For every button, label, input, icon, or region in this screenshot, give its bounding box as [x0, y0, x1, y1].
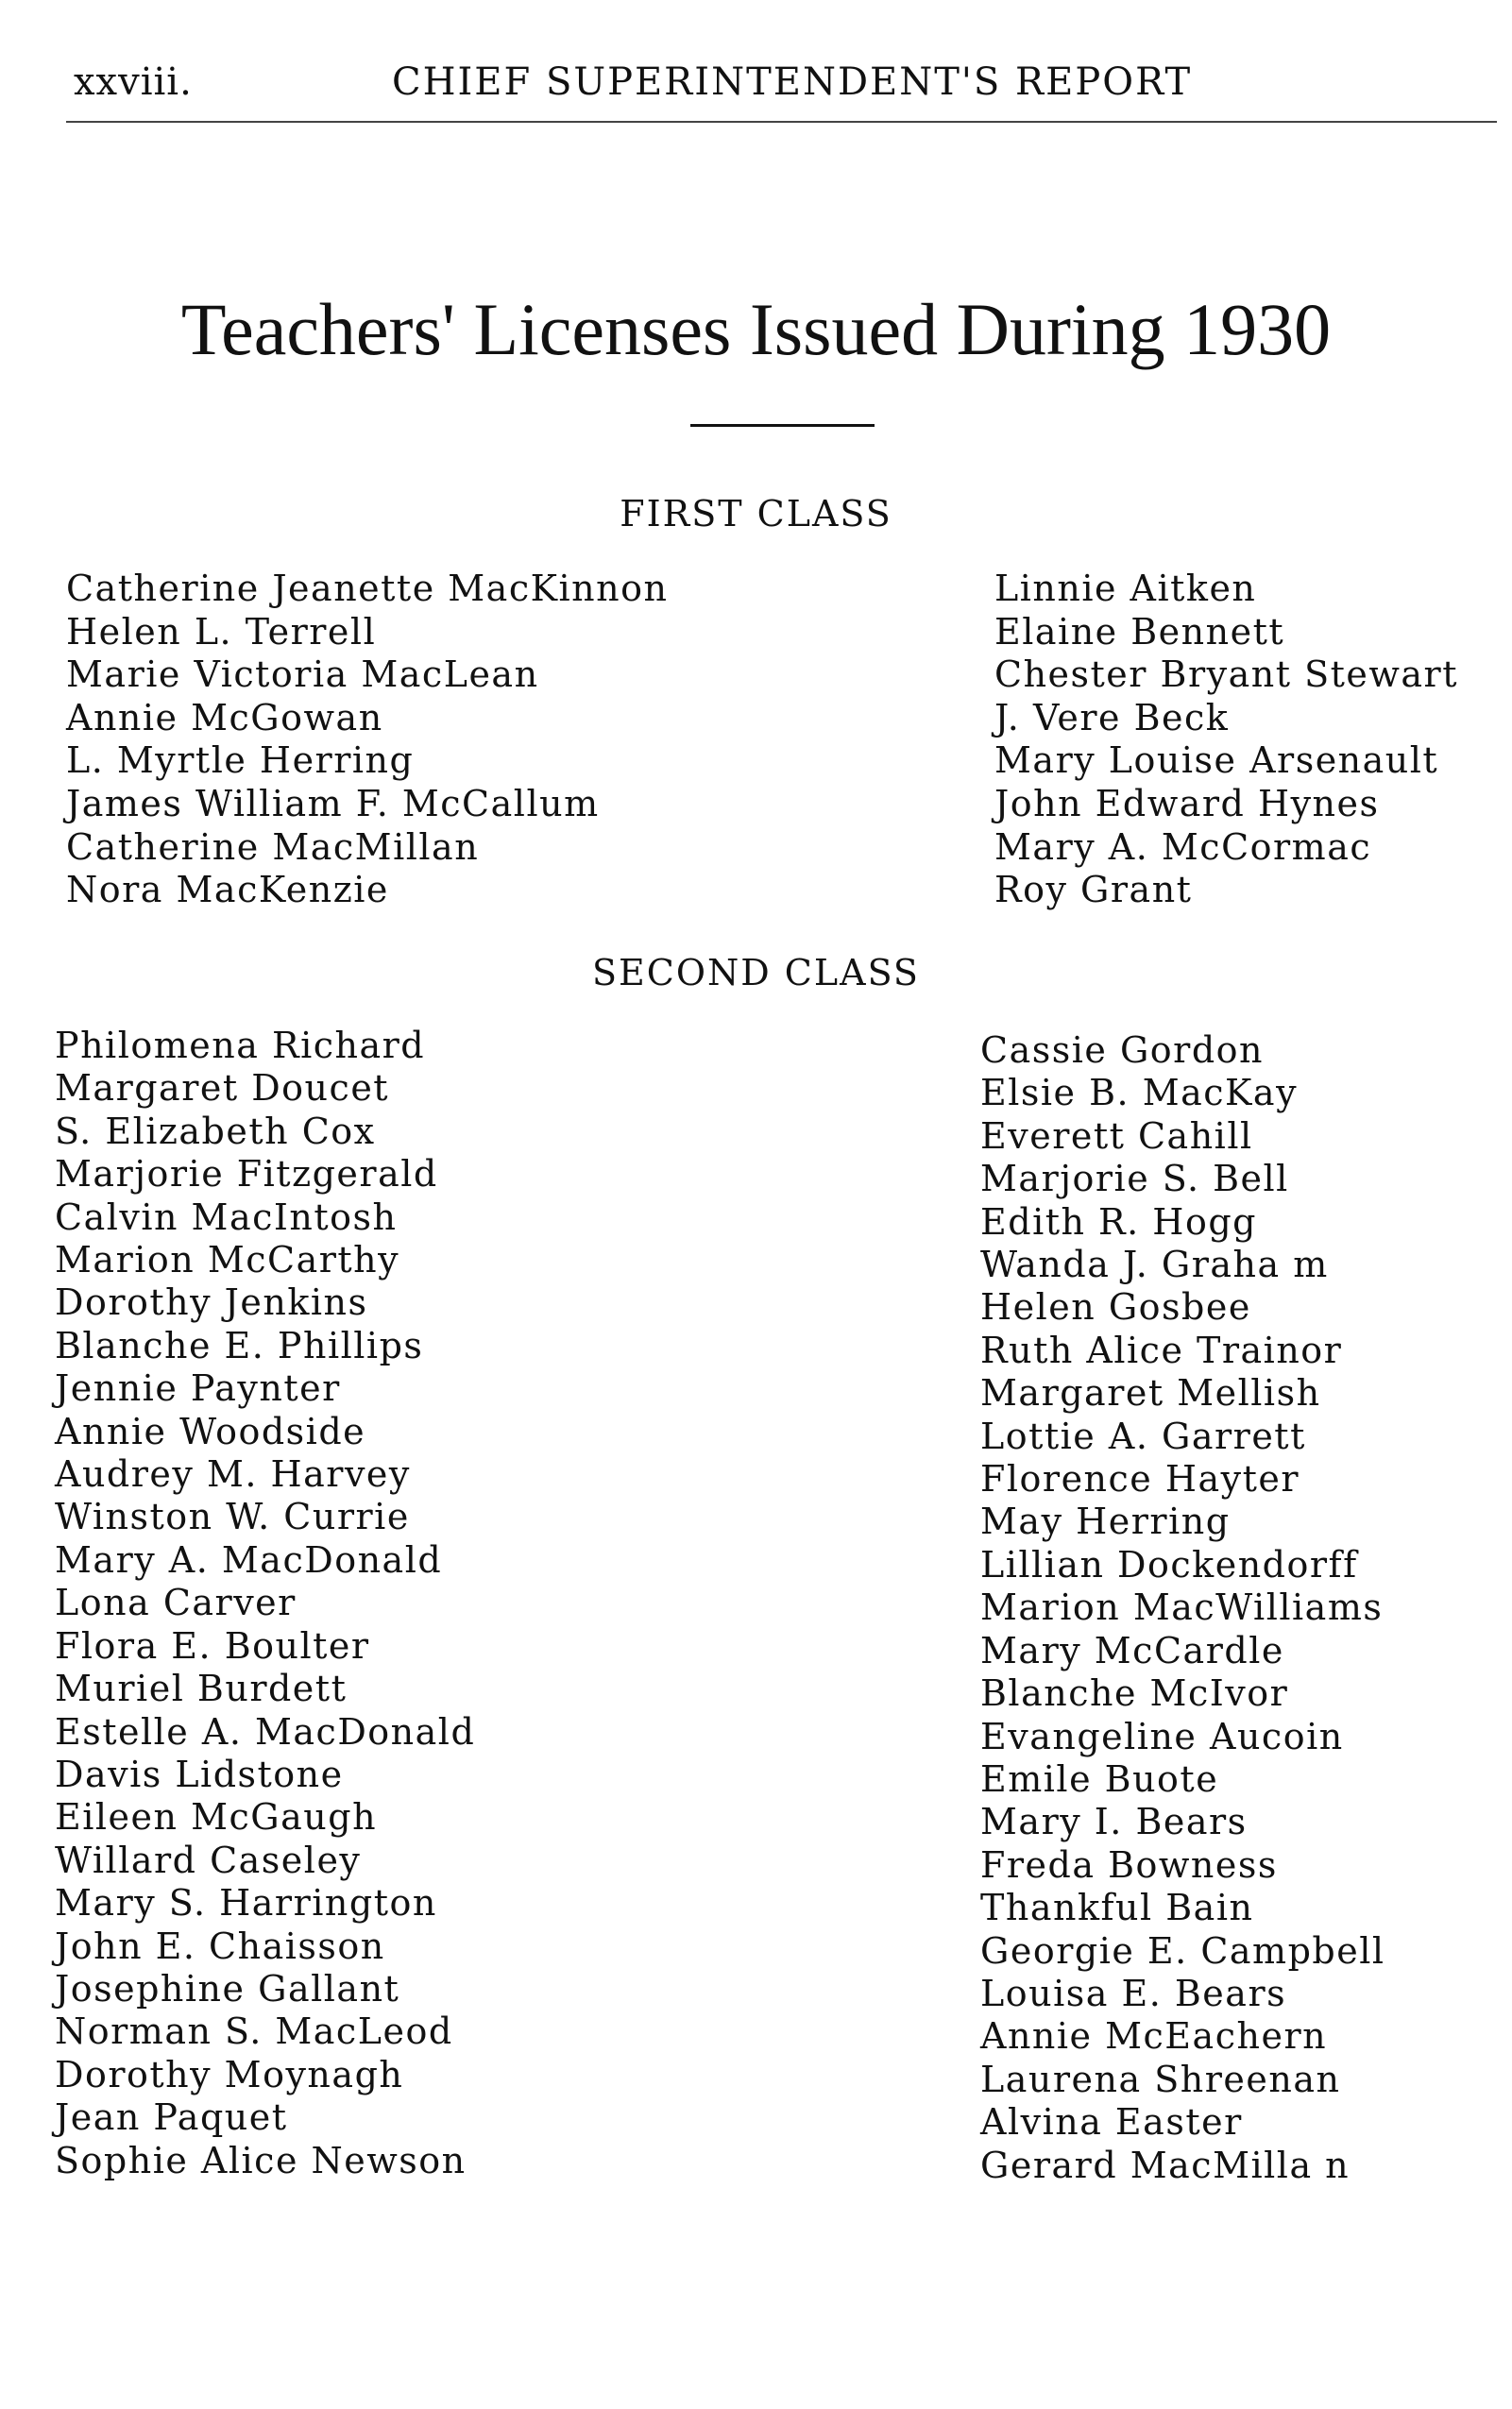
licensee-name: Lottie A. Garrett	[980, 1415, 1306, 1457]
second-class-left-list	[55, 1025, 475, 2182]
licensee-name: Thankful Bain	[980, 1887, 1254, 1929]
licensee-name: Estelle A. MacDonald	[55, 1710, 476, 1753]
licensee-name: Mary A. MacDonald	[55, 1538, 443, 1581]
licensee-name: Catherine MacMillan	[66, 825, 480, 868]
licensee-name: Blanche McIvor	[980, 1672, 1289, 1715]
licensee-name: Mary McCardle	[980, 1629, 1284, 1671]
licensee-name: Blanche E. Phillips	[55, 1324, 424, 1366]
first-class-heading: FIRST CLASS	[620, 493, 892, 534]
licensee-name: Louisa E. Bears	[980, 1972, 1287, 2014]
licensee-name: Jean Paquet	[55, 2096, 288, 2139]
licensee-name: Ruth Alice Trainor	[980, 1329, 1343, 1371]
second-class-right-list	[980, 1029, 1385, 2187]
licensee-name: Margaret Doucet	[55, 1067, 390, 1110]
title-rule	[690, 424, 875, 427]
licensee-name: Josephine Gallant	[55, 1967, 400, 2010]
licensee-name: Edith R. Hogg	[980, 1200, 1257, 1243]
licensee-name: L. Myrtle Herring	[66, 739, 415, 782]
licensee-name: John E. Chaisson	[55, 1925, 385, 1967]
second-class-heading: SECOND CLASS	[592, 952, 920, 993]
page-number: xxviii.	[74, 60, 193, 104]
licensee-name: Helen Gosbee	[980, 1286, 1251, 1329]
licensee-name: Lona Carver	[55, 1582, 297, 1624]
licensee-name: Wanda J. Graha m	[980, 1244, 1329, 1286]
page-title: Teachers' Licenses Issued During 1930	[180, 288, 1332, 370]
licensee-name: James William F. McCallum	[66, 782, 600, 824]
licensee-name: Annie McEachern	[980, 2015, 1328, 2058]
licensee-name: Winston W. Currie	[55, 1496, 410, 1538]
licensee-name: Freda Bowness	[980, 1843, 1278, 1886]
running-head: CHIEF SUPERINTENDENT'S REPORT	[392, 60, 1193, 104]
licensee-name: Willard Caseley	[55, 1839, 362, 1881]
licensee-name: Muriel Burdett	[55, 1668, 348, 1710]
licensee-name: Norman S. MacLeod	[55, 2010, 453, 2053]
first-class-left-list	[66, 568, 668, 912]
licensee-name: Annie Woodside	[55, 1410, 366, 1452]
licensee-name: Margaret Mellish	[980, 1372, 1321, 1415]
licensee-name: Marjorie Fitzgerald	[55, 1153, 438, 1196]
licensee-name: Nora MacKenzie	[66, 869, 389, 911]
licensee-name: John Edward Hynes	[994, 782, 1380, 824]
licensee-name: May Herring	[980, 1501, 1231, 1543]
licensee-name: J. Vere Beck	[994, 696, 1230, 738]
licensee-name: Evangeline Aucoin	[980, 1715, 1344, 1757]
licensee-name: Marie Victoria MacLean	[66, 653, 539, 696]
licensee-name: Audrey M. Harvey	[55, 1453, 411, 1496]
licensee-name: Mary Louise Arsenault	[994, 739, 1439, 782]
licensee-name: Gerard MacMilla n	[980, 2144, 1351, 2186]
licensee-name: Florence Hayter	[980, 1458, 1300, 1501]
licensee-name: Linnie Aitken	[994, 568, 1257, 609]
licensee-name: Catherine Jeanette MacKinnon	[66, 568, 669, 609]
licensee-name: Chester Bryant Stewart	[994, 653, 1458, 696]
licensee-name: Elsie B. MacKay	[980, 1072, 1299, 1114]
licensee-name: Sophie Alice Newson	[55, 2139, 467, 2181]
licensee-name: Alvina Easter	[980, 2101, 1243, 2144]
licensee-name: Dorothy Jenkins	[55, 1281, 368, 1324]
licensee-name: Marion McCarthy	[55, 1239, 400, 1281]
licensee-name: Everett Cahill	[980, 1114, 1253, 1157]
licensee-name: Emile Buote	[980, 1757, 1219, 1800]
licensee-name: Annie McGowan	[66, 696, 383, 738]
licensee-name: Davis Lidstone	[55, 1753, 344, 1795]
licensee-name: Helen L. Terrell	[66, 610, 377, 653]
licensee-name: Jennie Paynter	[55, 1367, 341, 1410]
licensee-name: Georgie E. Campbell	[980, 1929, 1385, 1972]
licensee-name: S. Elizabeth Cox	[55, 1110, 376, 1152]
licensee-name: Mary S. Harrington	[55, 1882, 437, 1925]
licensee-name: Marion MacWilliams	[980, 1586, 1384, 1629]
header-rule	[66, 121, 1497, 123]
licensee-name: Lillian Dockendorff	[980, 1543, 1358, 1586]
licensee-name: Roy Grant	[994, 869, 1193, 911]
licensee-name: Dorothy Moynagh	[55, 2053, 404, 2095]
licensee-name: Laurena Shreenan	[980, 2058, 1341, 2100]
licensee-name: Cassie Gordon	[980, 1029, 1265, 1071]
licensee-name: Mary I. Bears	[980, 1801, 1248, 1843]
licensee-name: Elaine Bennett	[994, 610, 1285, 653]
licensee-name: Mary A. McCormac	[994, 825, 1372, 868]
licensee-name: Eileen McGaugh	[55, 1796, 378, 1839]
licensee-name: Philomena Richard	[55, 1025, 426, 1066]
licensee-name: Marjorie S. Bell	[980, 1158, 1289, 1200]
licensee-name: Calvin MacIntosh	[55, 1196, 398, 1238]
first-class-right-list	[994, 568, 1458, 912]
licensee-name: Flora E. Boulter	[55, 1624, 370, 1667]
